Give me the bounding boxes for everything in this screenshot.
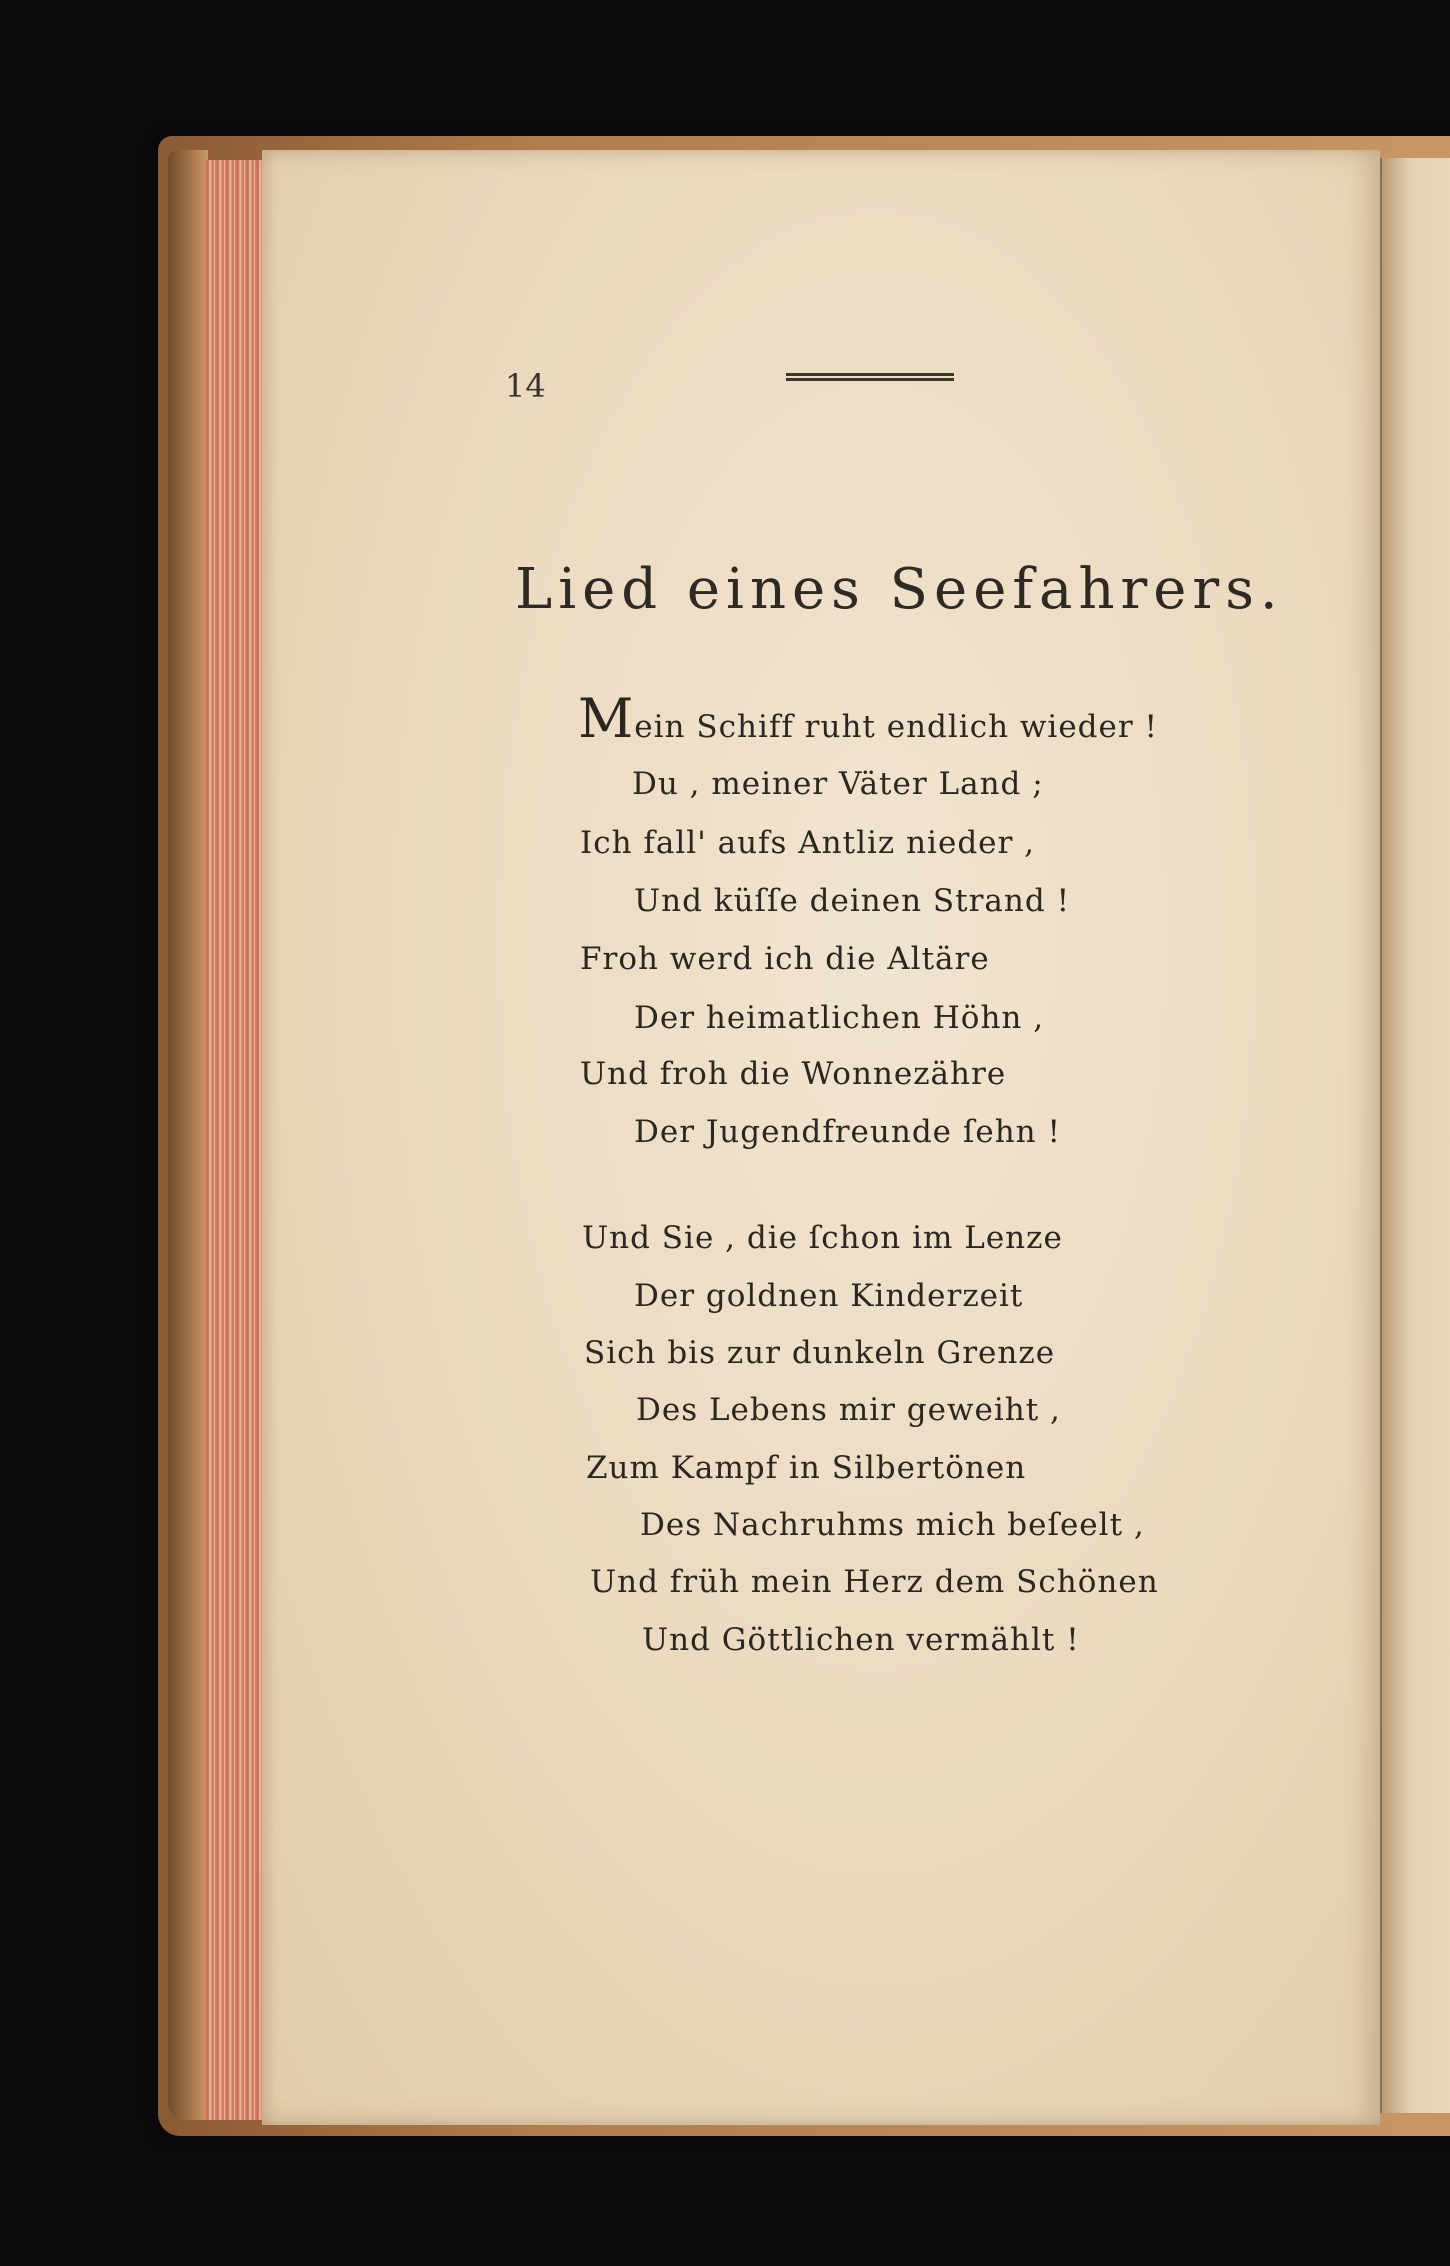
header-rule: [786, 373, 954, 385]
verse-line: Und froh die Wonnezähre: [580, 1056, 1007, 1092]
verse-line: Der goldnen Kinderzeit: [634, 1278, 1024, 1314]
poem-title: Lied eines Seefahrers.: [515, 557, 1284, 622]
verse-line: Ich fall' aufs Antliz nieder ,: [580, 825, 1036, 861]
verse-line-rest: ein Schiff ruht endlich wieder !: [634, 709, 1158, 745]
verse-line: Sich bis zur dunkeln Grenze: [584, 1335, 1056, 1371]
verse-line: Und Sie , die ſchon im Lenze: [582, 1220, 1063, 1256]
verse-line: Du , meiner Väter Land ;: [632, 766, 1044, 802]
page-number: 14: [505, 367, 546, 405]
verse-line: Der Jugendfreunde ſehn !: [634, 1114, 1061, 1150]
verse-line: Des Nachruhms mich beſeelt ,: [640, 1507, 1145, 1543]
verse-line: Und küſſe deinen Strand !: [634, 883, 1071, 919]
verse-line: Froh werd ich die Altäre: [580, 941, 990, 977]
facing-page-edge: [1380, 158, 1450, 2113]
red-page-edges: [205, 160, 263, 2120]
cover-edge: [168, 150, 208, 2120]
verse-line: Des Lebens mir geweiht ,: [636, 1392, 1061, 1428]
verse-line: Der heimatlichen Höhn ,: [634, 1000, 1045, 1036]
verse-line: [578, 687, 1158, 750]
verse-line: Und früh mein Herz dem Schönen: [590, 1564, 1159, 1600]
verse-line: Und Göttlichen vermählt !: [642, 1622, 1080, 1658]
drop-cap: M: [578, 687, 635, 750]
verse-line: Zum Kampf in Silbertönen: [586, 1450, 1027, 1486]
